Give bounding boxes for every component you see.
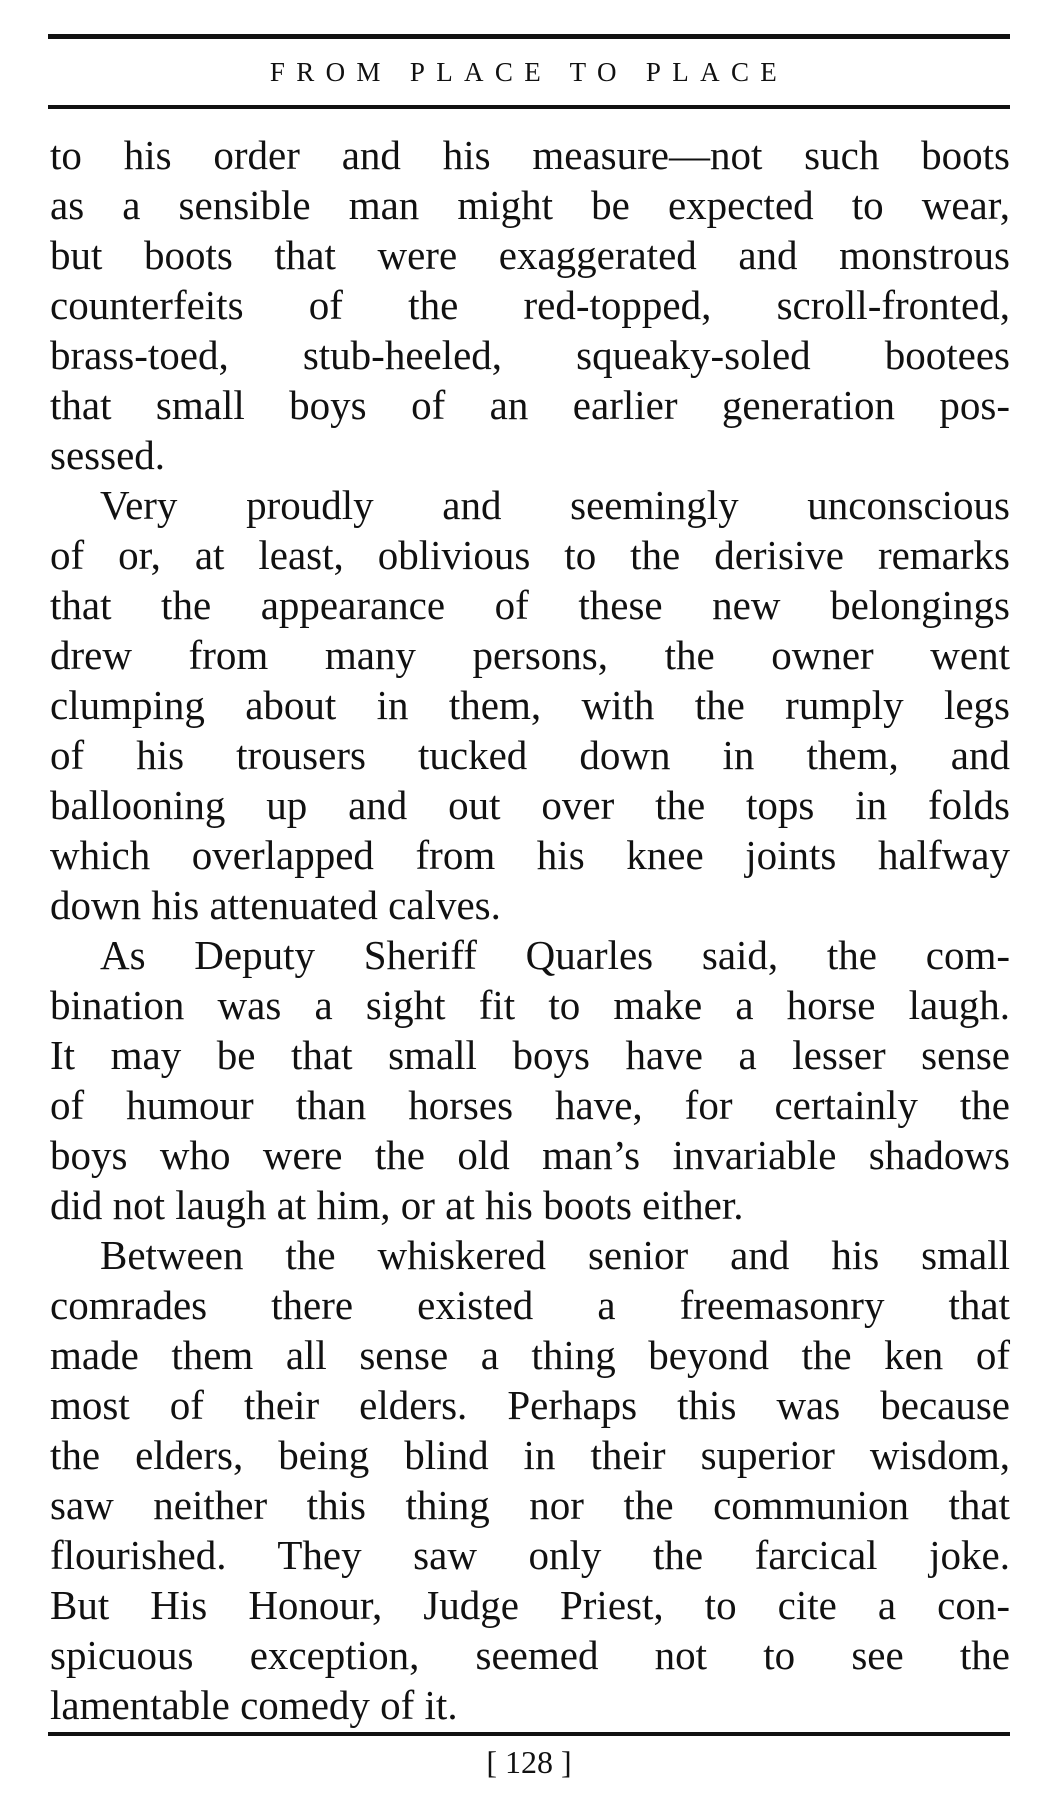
text-line: boys who were the old man’s invariable shadows	[50, 1132, 1010, 1178]
body-text	[50, 130, 1010, 1730]
text-line: brass-toed, stub-heeled, squeaky-soled bootees	[50, 332, 1010, 378]
text-line: of or, at least, oblivious to the derisive remarks	[50, 532, 1010, 578]
text-line: It may be that small boys have a lesser sense	[50, 1032, 1010, 1078]
text-line: to his order and his measure—not such boots	[50, 132, 1010, 178]
text-line: which overlapped from his knee joints halfway	[50, 832, 1010, 878]
text-line: the elders, being blind in their superior wisdom,	[50, 1432, 1010, 1478]
text-line: of his trousers tucked down in them, and	[50, 732, 1010, 778]
text-line: Very proudly and seemingly unconscious	[100, 482, 1010, 528]
page-number: [ 128 ]	[486, 1744, 572, 1780]
paragraph	[50, 130, 1010, 480]
text-line: lamentable comedy of it.	[50, 1682, 458, 1728]
text-line: saw neither this thing nor the communion that	[50, 1482, 1010, 1528]
text-line: bination was a sight fit to make a horse laugh.	[50, 982, 1010, 1028]
header-rule-bottom	[48, 105, 1010, 109]
text-line: of humour than horses have, for certainly the	[50, 1082, 1010, 1128]
text-line: sessed.	[50, 432, 166, 478]
text-line: But His Honour, Judge Priest, to cite a con-	[50, 1582, 1010, 1628]
text-line: that small boys of an earlier generation pos-	[50, 382, 1010, 428]
paragraph	[50, 480, 1010, 930]
text-line: clumping about in them, with the rumply legs	[50, 682, 1010, 728]
text-line: drew from many persons, the owner went	[50, 632, 1010, 678]
footer-rule	[48, 1732, 1010, 1736]
header-rule-top	[48, 34, 1010, 39]
text-line: As Deputy Sheriff Quarles said, the com-	[100, 932, 1010, 978]
text-line: most of their elders. Perhaps this was because	[50, 1382, 1010, 1428]
text-line: spicuous exception, seemed not to see the	[50, 1632, 1010, 1678]
text-line: did not laugh at him, or at his boots either.	[50, 1182, 744, 1228]
text-line: comrades there existed a freemasonry that	[50, 1282, 1010, 1328]
text-line: ballooning up and out over the tops in folds	[50, 782, 1010, 828]
paragraph	[50, 930, 1010, 1230]
paragraph	[50, 1230, 1010, 1730]
text-line: that the appearance of these new belongings	[50, 582, 1010, 628]
text-line: flourished. They saw only the farcical joke.	[50, 1532, 1010, 1578]
running-head: FROM PLACE TO PLACE	[269, 57, 789, 87]
text-line: Between the whiskered senior and his small	[100, 1232, 1010, 1278]
text-line: counterfeits of the red-topped, scroll-fronted,	[50, 282, 1010, 328]
text-line: down his attenuated calves.	[50, 882, 501, 928]
text-line: but boots that were exaggerated and monstrous	[50, 232, 1010, 278]
text-line: as a sensible man might be expected to wear,	[50, 182, 1010, 228]
text-line: made them all sense a thing beyond the ken of	[50, 1332, 1010, 1378]
